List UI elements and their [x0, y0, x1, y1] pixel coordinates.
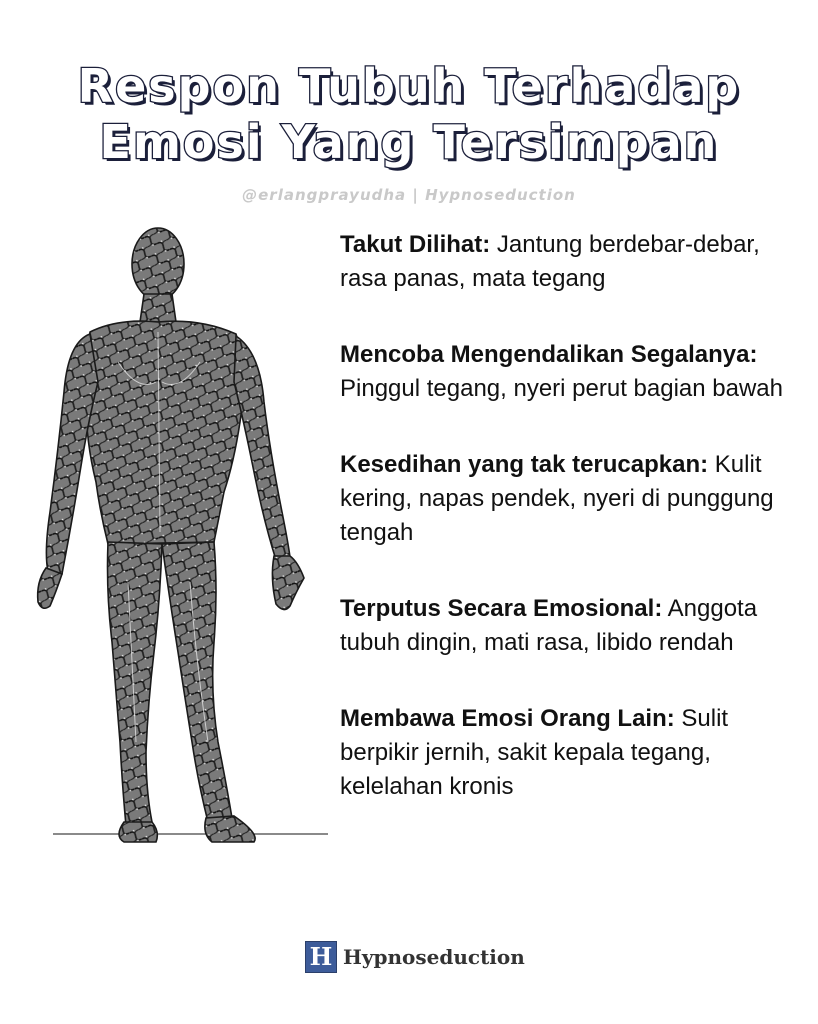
title-line-1: Respon Tubuh Terhadap — [77, 59, 741, 113]
list-item — [340, 448, 790, 550]
list-item — [340, 338, 790, 406]
title-line-2: Emosi Yang Tersimpan — [99, 115, 719, 169]
credit-handle: @erlangprayudha | Hypnoseduction — [242, 186, 576, 204]
item-text: Pinggul tegang, nyeri perut bagian bawah — [340, 375, 783, 402]
item-text: Jantung berdebar-debar, rasa panas, mata tegang — [340, 231, 760, 292]
page-title — [0, 58, 818, 170]
brand-logo-icon — [305, 941, 337, 973]
item-text: Anggota tubuh dingin, mati rasa, libido rendah — [340, 595, 758, 656]
brand-name: Hypnoseduction — [343, 945, 525, 969]
item-heading: Terputus Secara Emosional: — [340, 595, 663, 622]
item-text: Sulit berpikir jernih, sakit kepala tegang, kelelahan kronis — [340, 705, 729, 800]
item-heading: Mencoba Mengendalikan Segalanya: — [340, 341, 758, 368]
logo-letter: H — [309, 942, 333, 971]
emotion-list — [340, 228, 790, 846]
item-heading: Kesedihan yang tak terucapkan: — [340, 451, 709, 478]
item-heading: Takut Dilihat: — [340, 231, 491, 258]
brand-footer — [305, 940, 525, 974]
item-heading: Membawa Emosi Orang Lain: — [340, 705, 675, 732]
anatomical-figure-icon — [28, 222, 328, 882]
list-item — [340, 702, 790, 804]
item-text: Kulit kering, napas pendek, nyeri di punggung tengah — [340, 451, 774, 546]
list-item — [340, 228, 790, 296]
list-item — [340, 592, 790, 660]
